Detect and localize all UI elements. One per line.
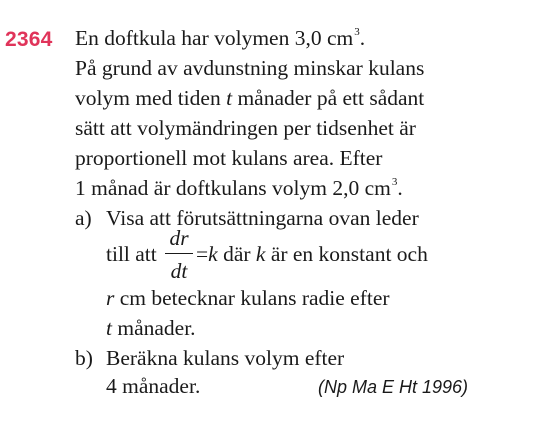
part-a-line-2-tail: är en konstant och	[265, 242, 428, 266]
fraction-numerator: dr	[169, 226, 189, 250]
fraction-denominator: dt	[170, 259, 188, 283]
problem-number: 2364	[5, 28, 53, 51]
intro-line-1	[75, 28, 365, 50]
part-a-line-1: Visa att förutsättningarna ovan leder	[106, 206, 419, 230]
part-b-label: b)	[75, 346, 93, 370]
part-a-line-2-mid: där	[217, 242, 256, 266]
intro-line-2: På grund av avdunstning minskar kulans	[75, 56, 425, 80]
fraction-bar	[165, 253, 193, 254]
intro-line-4: sätt att volymändringen per tidsenhet är	[75, 116, 416, 140]
part-b-line-2: 4 månader.	[106, 374, 201, 398]
part-a-line-3-text: cm betecknar kulans radie efter	[114, 286, 390, 310]
part-a-label: a)	[75, 206, 92, 230]
intro-line-6-text: 1 månad är doftkulans volym 2,0 cm	[75, 176, 391, 200]
variable-k-2: k	[255, 242, 266, 266]
part-a-line-2-start: till att	[106, 242, 157, 266]
part-a-line-2-end	[196, 244, 428, 266]
intro-line-5: proportionell mot kulans area. Efter	[75, 146, 383, 170]
variable-k: k	[208, 242, 218, 266]
intro-line-1-end: .	[359, 26, 366, 50]
intro-line-1-text: En doftkula har volymen 3,0 cm	[75, 26, 354, 50]
part-a-line-4-text: månader.	[111, 316, 196, 340]
part-b-line-1: Beräkna kulans volym efter	[106, 346, 345, 370]
source-reference: (Np Ma E Ht 1996)	[318, 377, 469, 397]
variable-t-2: t	[106, 316, 112, 340]
variable-r: r	[106, 286, 115, 310]
variable-t: t	[226, 86, 233, 110]
equals-sign: =	[196, 242, 209, 266]
intro-line-3-text: volym med tiden	[75, 86, 227, 110]
intro-line-1-superscript: 3	[354, 26, 360, 38]
intro-line-6	[75, 178, 403, 200]
part-a-line-3	[106, 288, 390, 310]
intro-line-6-superscript: 3	[391, 176, 398, 188]
intro-line-3	[75, 88, 424, 110]
intro-line-3-end: månader på ett sådant	[232, 86, 425, 110]
intro-line-6-end: .	[397, 176, 403, 200]
part-a-line-4	[106, 318, 196, 340]
